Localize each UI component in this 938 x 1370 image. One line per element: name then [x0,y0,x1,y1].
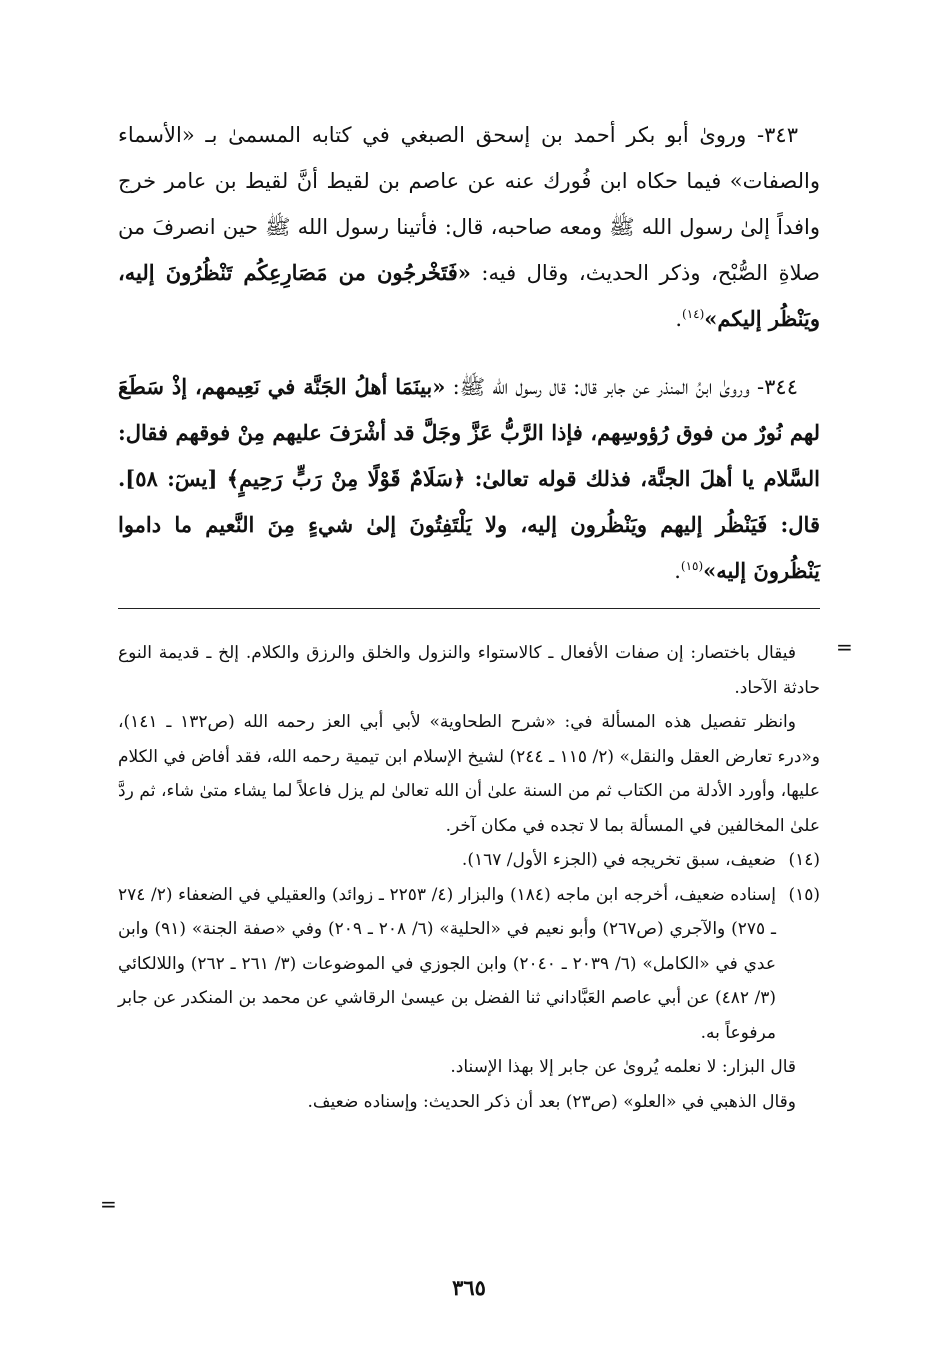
continuation-mark-bottom: = [100,1192,117,1216]
footnote-after-line: قال البزار: لا نعلمه يُروىٰ عن جابر إلا بهذا الإسناد. [450,1057,796,1077]
footnote-after-line: وقال الذهبي في «العلو» (ص٢٣) بعد أن ذكر الحديث: وإسناده ضعيف. [307,1091,796,1112]
footnote-ref: (١٥) [680,559,704,573]
hadith-quote: «فَتَخْرجُون من مَصَارِعِكُم تَنْظُرُونَ إليه، ويَنْظُر إليكم» [118,260,820,331]
paragraph-text: ٣٤٣- وروىٰ أبو بكر أحمد بن إسحق الصبغي في كتابه المسمىٰ بـ «الأسماء والصفات» فيما حكاه ابن فُورك عنه عن عاصم بن لقيط أنَّ لقيط بن عامر خرج وافداً إلىٰ رسول الله ﷺ ومعه صاحبه، قال: فأتينا رسول الله ﷺ حين انصرفَ من صلاةِ الصُّبْح، وذكر الحديث، وقال فيه: [118,123,820,285]
footnote-continued-line: فيقال باختصار: إن صفات الأفعال ـ كالاستواء والنزول والخلق والرزق والكلام. إلخ ـ قديمة النوع حادثة الآحاد. [118,643,820,698]
continuation-mark-top: = [836,635,853,659]
main-text [118,112,820,594]
footnotes-section [118,636,820,1119]
footnote-separator [118,608,820,609]
footnote-text: إسناده ضعيف، أخرجه ابن ماجه (١٨٤) والبزار (٤/ ٢٢٥٣ ـ زوائد) والعقيلي في الضعفاء (٢/ ٢٧٤ ـ ٢٧٥) والآجري (ص٢٦٧) وأبو نعيم في «الحلية» (٦/ ٢٠٨ ـ ٢٠٩) وفي «صفة الجنة» (٩١) وابن عدي في «الكامل» (٦/ ٢٠٣٩ ـ ٢٠٤٠) وابن الجوزي في الموضوعات (٣/ ٢٦١ ـ ٢٦٢) واللالكائي (٣/ ٤٨٢) عن أبي عاصم العَبَّاداني ثنا الفضل بن عيسىٰ الرقاشي عن محمد بن المنكدر عن جابر مرفوعاً به. [118,884,776,1043]
paragraph-end: . [675,307,683,331]
footnote-continued-line: وانظر تفصيل هذه المسألة في: «شرح الطحاوية» لأبي أبي العز رحمه الله (ص١٣٢ ـ ١٤١)، و«درء تعارض العقل والنقل» (٢/ ١١٥ ـ ٢٤٤) لشيخ الإسلام ابن تيمية رحمه الله، فقد أفاض في الكلام عليها، وأورد الأدلة من الكتاب ثم من السنة علىٰ أن الله تعالىٰ لم يزل فاعلاً لما يشاء متىٰ شاء، ثم ردَّ علىٰ المخالفين في المسألة بما لا تجده في مكان آخر. [118,712,821,836]
footnote-number: (١٥) [788,884,820,905]
footnote-number: (١٤) [788,850,820,870]
hadith-quote: «بينَمَا أهلُ الجَنَّة في نَعِيمهم، إذْ سَطَعَ لهم نُورٌ من فوق رُؤوسِهم، فإذا الرَّبُّ عَزَّ وجَلَّ قد أشْرَفَ عليهم مِنْ فوقهم فقال: السَّلام يا أهلَ الجنَّة، فذلك قوله تعالىٰ: ﴿سَلَامٌ قَوْلًا مِنْ رَبٍّ رَحِيمٍ﴾ [يسٓ: ٥٨]. قال: فَيَنْظُر إليهم ويَنْظُرون إليه، ولا يَلْتَفِتُونَ إلىٰ شيءٍ مِنَ النَّعيم ما داموا يَنْظُرونَ إليه» [118,374,820,583]
footnote-ref: (١٤) [682,307,705,321]
footnote-text: ضعيف، سبق تخريجه في (الجزء الأول/ ١٦٧). [461,850,776,870]
page-number: ٣٦٥ [452,1275,486,1300]
footnote-14 [118,843,820,878]
hadith-paragraph-344 [118,364,820,594]
paragraph-text: ٣٤٤- وروىٰ ابنُ المنذر عن جابر قال: قال رسول الله ﷺ: [445,375,798,399]
paragraph-end: . [674,559,681,583]
hadith-paragraph-343 [118,112,820,342]
footnote-15 [118,878,820,1051]
